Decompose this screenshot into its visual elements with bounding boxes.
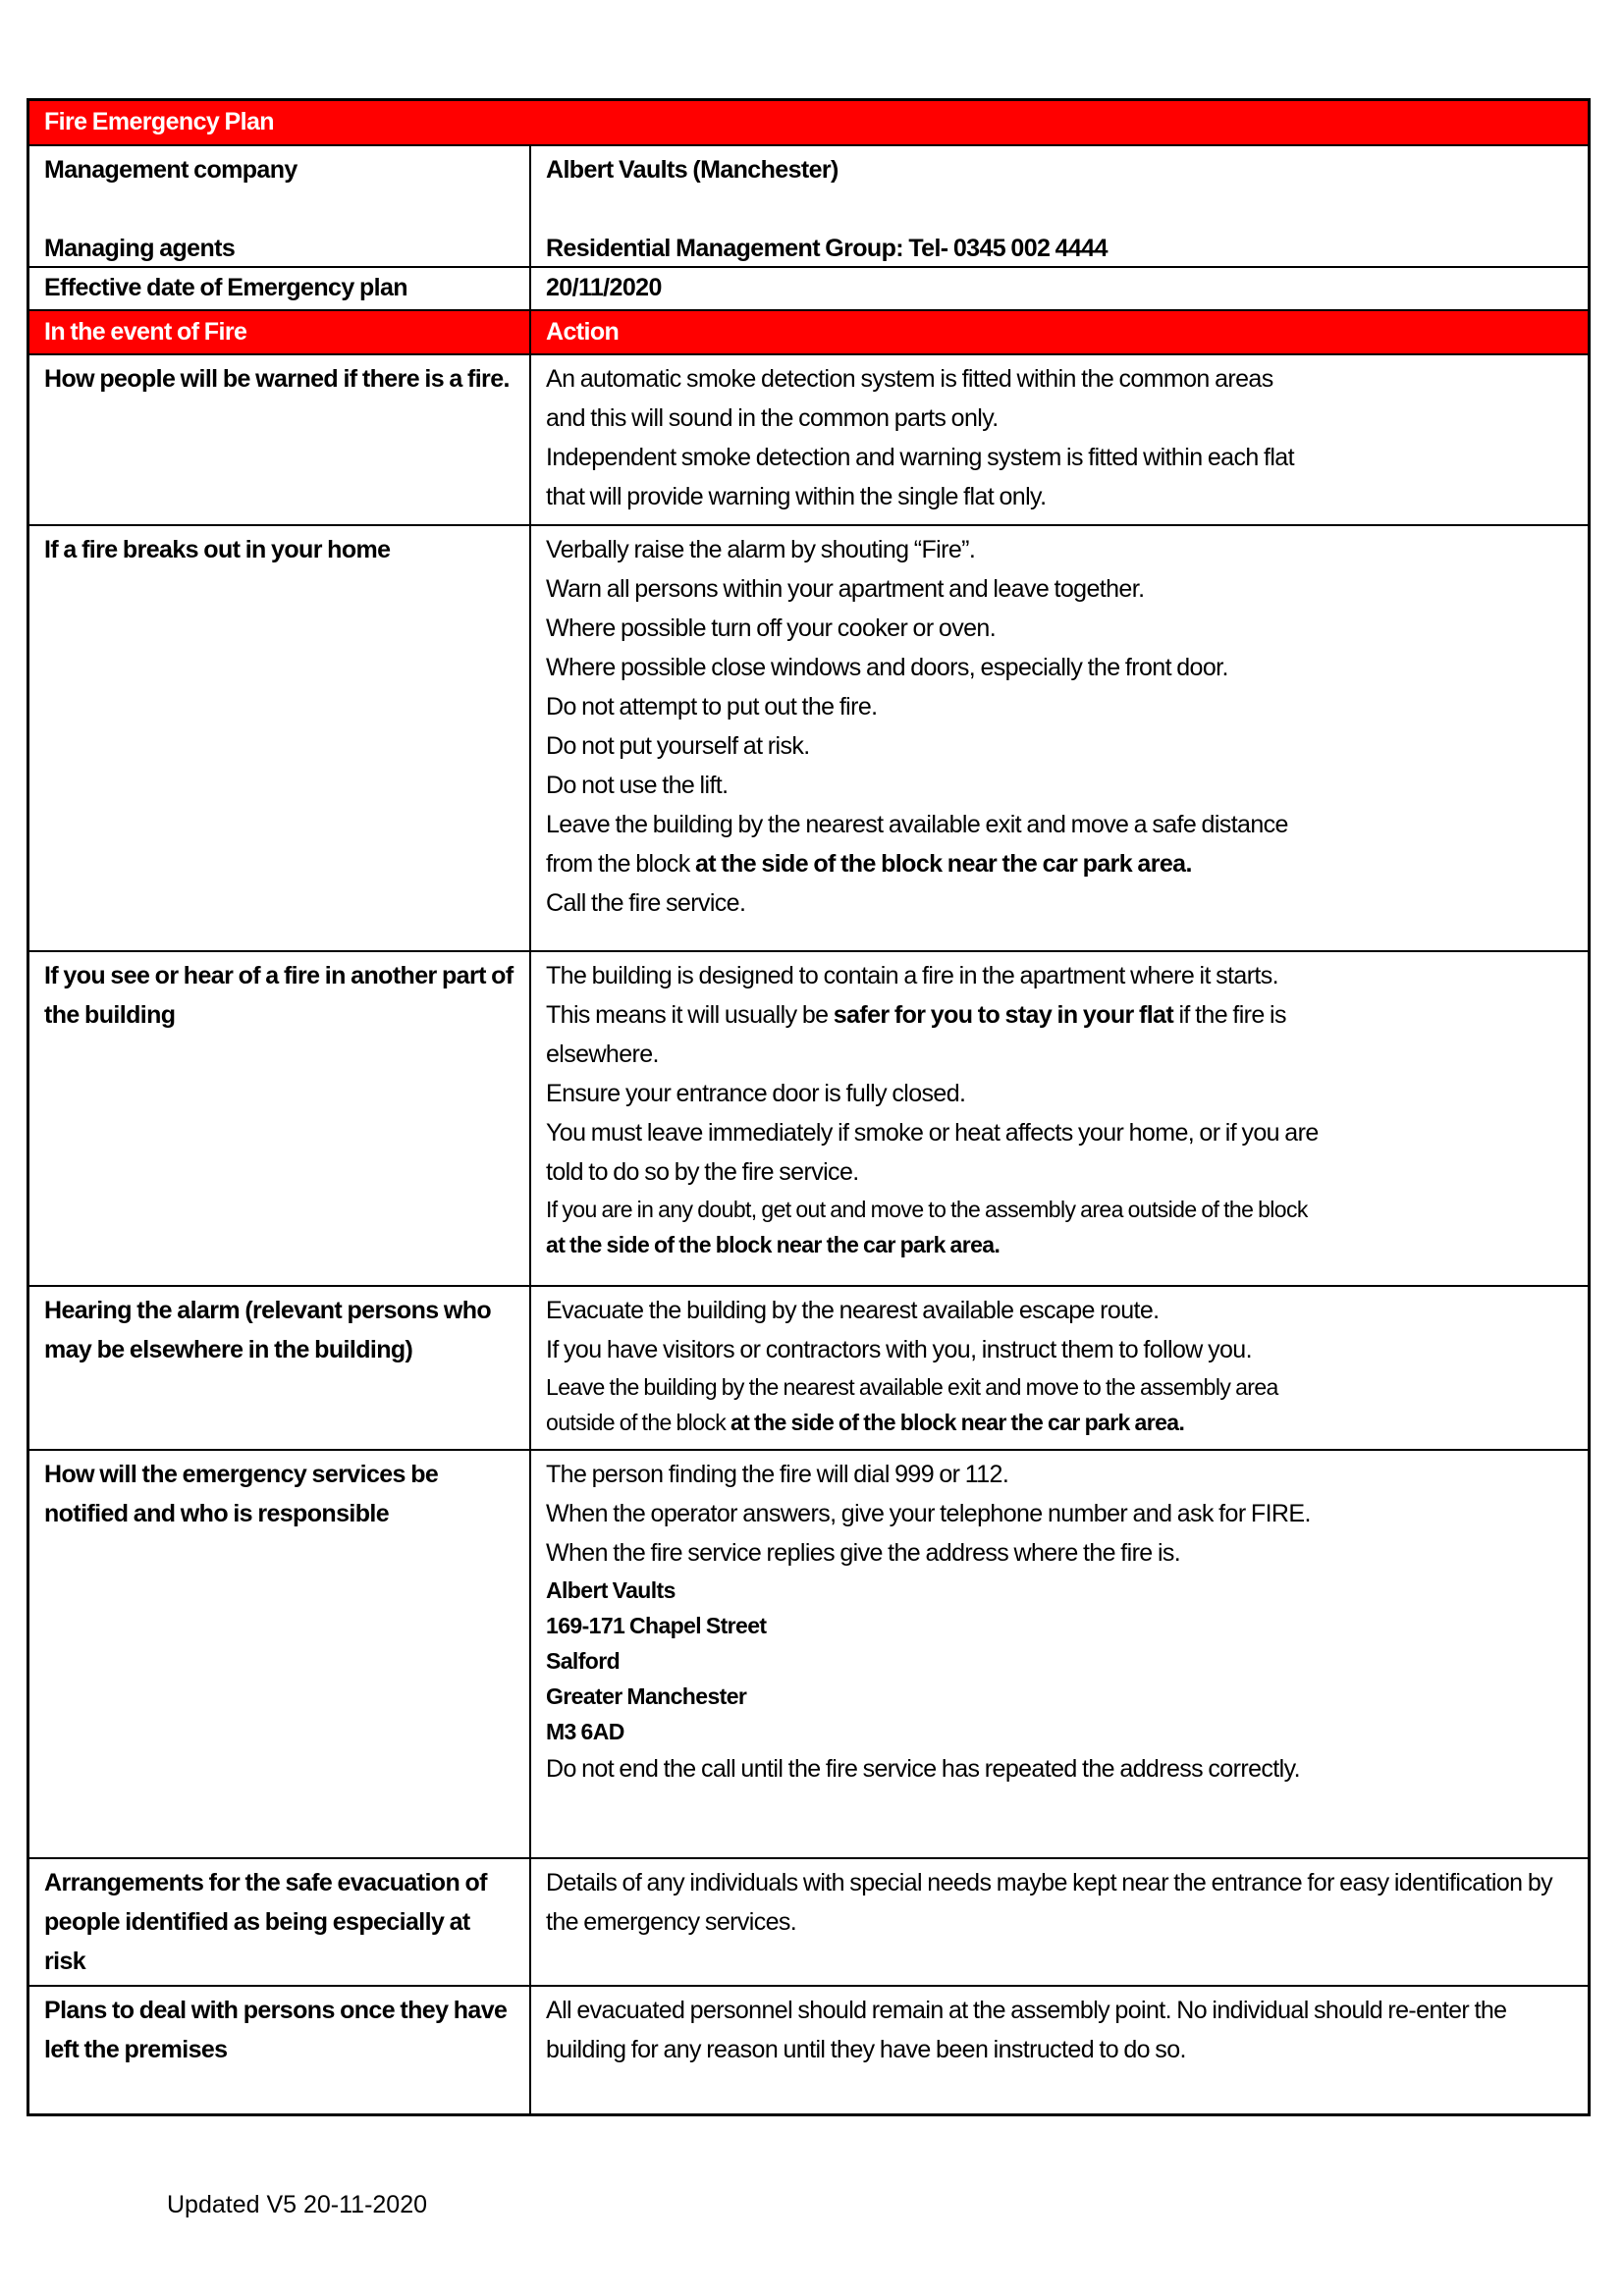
management-row	[29, 144, 1588, 266]
footer-version: Updated V5 20-11-2020	[167, 2191, 428, 2218]
effective-date-label: Effective date of Emergency plan	[29, 268, 531, 309]
row-label: How will the emergency services be notified and who is responsible	[29, 1451, 531, 1857]
action-line: Do not put yourself at risk.	[546, 732, 810, 760]
table-row	[29, 353, 1588, 524]
effective-date-row	[29, 266, 1588, 309]
action-line: You must leave immediately if smoke or heat affects your home, or if you are	[546, 1119, 1319, 1147]
action-line: When the operator answers, give your telephone number and ask for FIRE.	[546, 1500, 1311, 1527]
row-label: Arrangements for the safe evacuation of people identified as being especially at risk	[29, 1859, 531, 1985]
table-row	[29, 524, 1588, 950]
row-action	[531, 1287, 1588, 1449]
row-label: If you see or hear of a fire in another part of the building	[29, 952, 531, 1285]
table-row	[29, 1985, 1588, 2113]
action-line: Leave the building by the nearest available exit and move to the assembly area	[546, 1374, 1278, 1400]
action-line: An automatic smoke detection system is fitted within the common areas	[546, 365, 1273, 393]
effective-date-value: 20/11/2020	[546, 274, 662, 301]
table-title: Fire Emergency Plan	[44, 108, 274, 135]
action-line: The building is designed to contain a fire in the apartment where it starts.	[546, 962, 1279, 989]
action-line: Leave the building by the nearest available exit and move a safe distance	[546, 811, 1288, 838]
address-line: 169-171 Chapel Street	[546, 1613, 767, 1638]
action-line: Call the fire service.	[546, 889, 746, 917]
action-line: told to do so by the fire service.	[546, 1158, 859, 1186]
row-action: Details of any individuals with special needs maybe kept near the entrance for easy identification by the emergency services.	[546, 1869, 1553, 1936]
action-line: If you have visitors or contractors with you, instruct them to follow you.	[546, 1336, 1252, 1363]
assembly-location-emphasis: at the side of the block near the car park area.	[730, 1410, 1185, 1435]
action-line: Independent smoke detection and warning system is fitted within each flat	[546, 444, 1294, 471]
address-line: M3 6AD	[546, 1719, 624, 1744]
managing-agents-value: Residential Management Group: Tel- 0345 002 4444	[546, 235, 1108, 262]
section-header-row	[29, 309, 1588, 353]
action-line: Evacuate the building by the nearest available escape route.	[546, 1297, 1160, 1324]
action-line: Do not use the lift.	[546, 772, 729, 799]
assembly-location-emphasis: at the side of the block near the car park area.	[694, 850, 1192, 878]
action-line: that will provide warning within the single flat only.	[546, 483, 1047, 510]
row-label: Plans to deal with persons once they have left the premises	[29, 1987, 531, 2113]
row-action	[531, 526, 1588, 950]
action-line: When the fire service replies give the address where the fire is.	[546, 1539, 1181, 1567]
table-row	[29, 1857, 1588, 1985]
management-company-label: Management company	[44, 156, 298, 184]
assembly-location-emphasis: at the side of the block near the car park area.	[546, 1232, 1001, 1257]
row-action	[531, 1451, 1588, 1857]
action-line: and this will sound in the common parts only.	[546, 404, 999, 432]
action-line: elsewhere.	[546, 1041, 659, 1068]
address-line: Greater Manchester	[546, 1683, 747, 1709]
management-values	[531, 146, 1588, 266]
address-line: Albert Vaults	[546, 1577, 676, 1603]
section-header-right: Action	[546, 318, 620, 346]
table-row	[29, 1449, 1588, 1857]
row-action	[531, 952, 1588, 1285]
action-line	[546, 1405, 1574, 1440]
management-labels	[29, 146, 531, 266]
row-label: Hearing the alarm (relevant persons who may be elsewhere in the building)	[29, 1287, 531, 1449]
action-text: This means it will usually be	[546, 1001, 834, 1029]
action-line: Where possible turn off your cooker or oven.	[546, 614, 997, 642]
row-label: How people will be warned if there is a fire.	[29, 355, 531, 524]
row-label: If a fire breaks out in your home	[29, 526, 531, 950]
action-text: outside of the block	[546, 1410, 730, 1435]
row-action	[531, 355, 1588, 524]
action-line: If you are in any doubt, get out and move to the assembly area outside of the block	[546, 1197, 1308, 1222]
fire-emergency-plan-table	[27, 98, 1591, 2116]
section-header-left: In the event of Fire	[29, 311, 531, 353]
table-row	[29, 1285, 1588, 1449]
action-text: if the fire is	[1173, 1001, 1286, 1029]
table-row	[29, 950, 1588, 1285]
action-line	[546, 844, 1574, 883]
action-line: The person finding the fire will dial 999 or 112.	[546, 1461, 1009, 1488]
action-line: Do not end the call until the fire service has repeated the address correctly.	[546, 1755, 1300, 1783]
action-line: Verbally raise the alarm by shouting “Fire”.	[546, 536, 976, 563]
action-line: Where possible close windows and doors, especially the front door.	[546, 654, 1228, 681]
address-line: Salford	[546, 1648, 621, 1674]
management-company-value: Albert Vaults (Manchester)	[546, 156, 839, 184]
action-line: Ensure your entrance door is fully closed.	[546, 1080, 966, 1107]
action-line: Warn all persons within your apartment and leave together.	[546, 575, 1145, 603]
managing-agents-label: Managing agents	[44, 235, 236, 262]
row-action: All evacuated personnel should remain at the assembly point. No individual should re-enter the building for any reason until they have been instructed to do so.	[546, 1997, 1507, 2063]
action-line	[546, 995, 1574, 1035]
title-row	[29, 101, 1588, 144]
action-text: from the block	[546, 850, 695, 878]
action-line: Do not attempt to put out the fire.	[546, 693, 878, 721]
stay-put-emphasis: safer for you to stay in your flat	[833, 1001, 1174, 1029]
